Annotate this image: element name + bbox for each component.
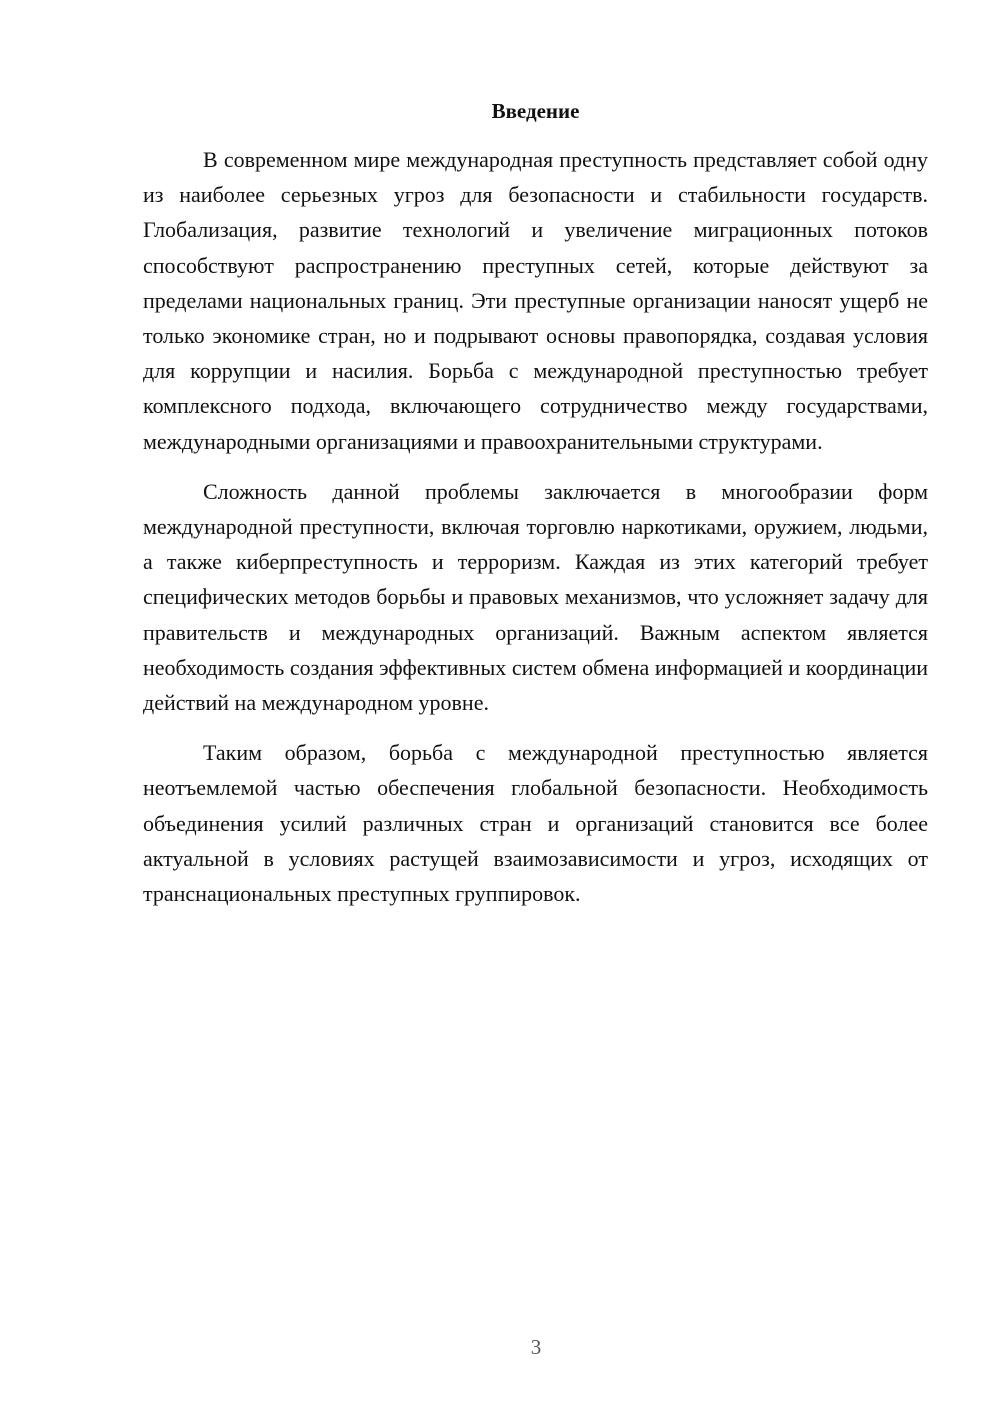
- document-body: [143, 142, 928, 926]
- section-title: Введение: [491, 99, 580, 123]
- paragraph-3: Таким образом, борьба с международной преступностью является неотъемлемой частью обеспечения глобальной безопасности. Необходимость объединения усилий различных стран и организаций становится все более актуальной в условиях растущей взаимозависимости и угроз, исходящих от транснациональных преступных группировок.: [143, 740, 928, 907]
- page-number: 3: [530, 1335, 542, 1359]
- paragraph-1: В современном мире международная преступность представляет собой одну из наиболее серьезных угроз для безопасности и стабильности государств. Глобализация, развитие технологий и увеличение миграционных потоков способствуют распространению преступных сетей, которые действуют за пределами национальных границ. Эти преступные организации наносят ущерб не только экономике стран, но и подрывают основы правопорядка, создавая условия для коррупции и насилия. Борьба с международной преступностью требует комплексного подхода, включающего сотрудничество между государствами, международными организациями и правоохранительными структурами.: [143, 147, 928, 454]
- paragraph-2: Сложность данной проблемы заключается в многообразии форм международной преступности, включая торговлю наркотиками, оружием, людьми, а также киберпреступность и терроризм. Каждая из этих категорий требует специфических методов борьбы и правовых механизмов, что усложняет задачу для правительств и международных организаций. Важным аспектом является необходимость создания эффективных систем обмена информацией и координации действий на международном уровне.: [143, 478, 928, 716]
